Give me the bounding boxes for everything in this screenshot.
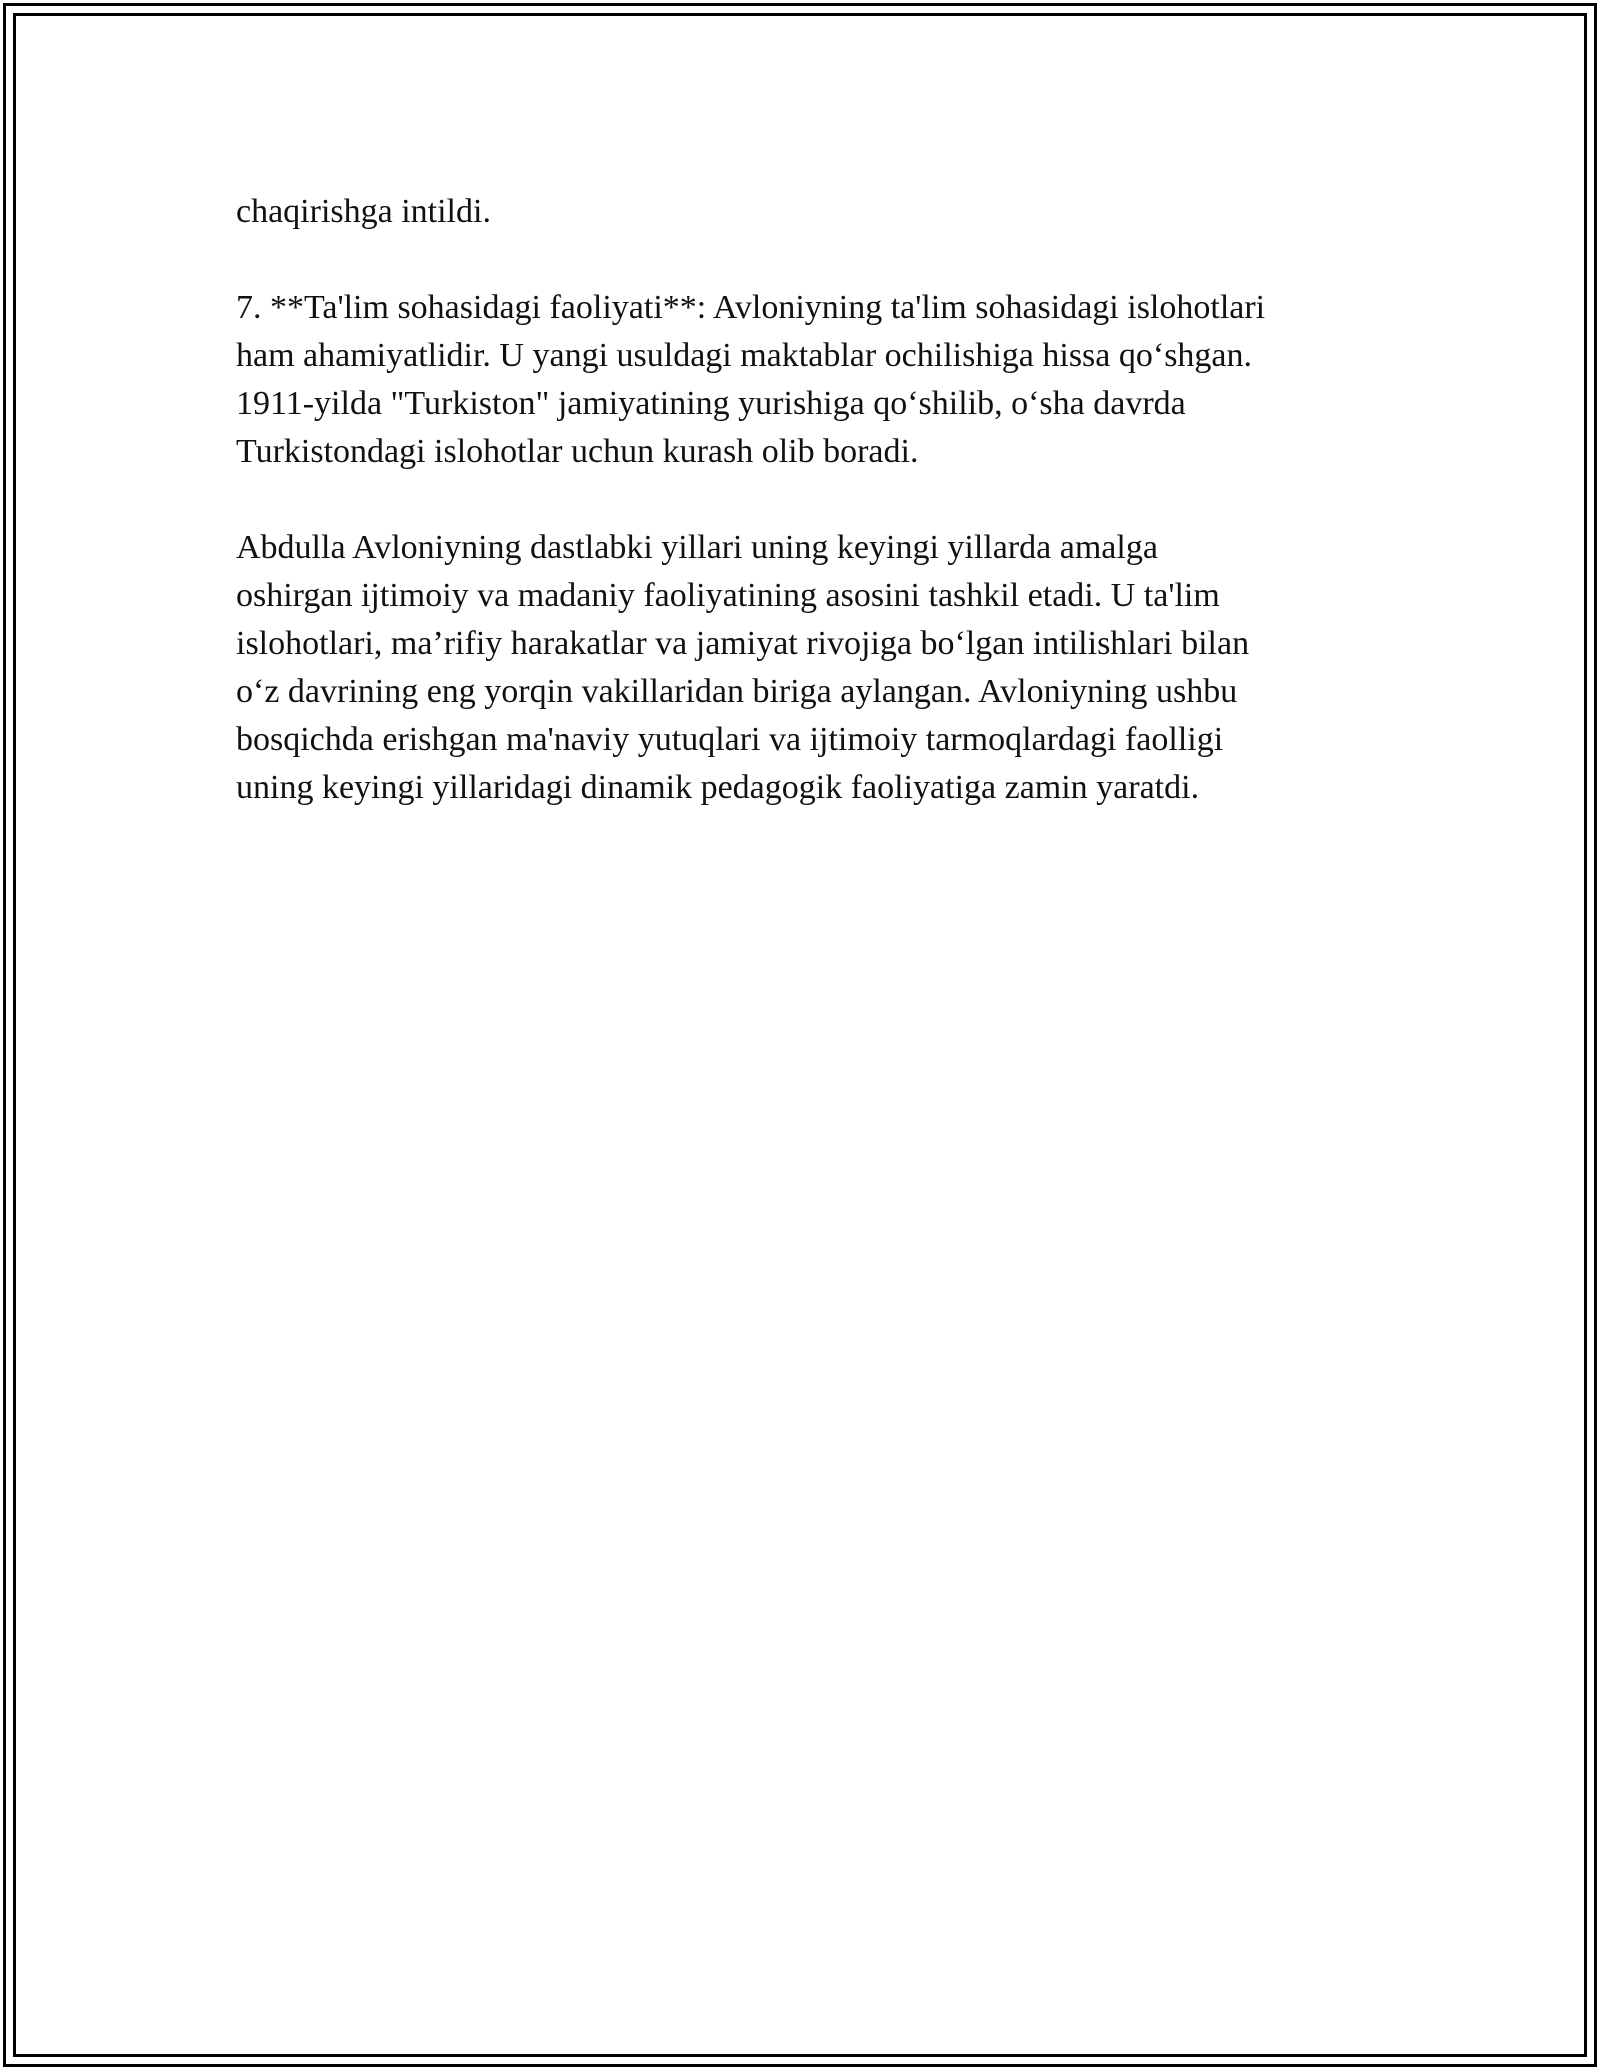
text-line: bosqichda erishgan ma'naviy yutuqlari va ijtimoiy tarmoqlardagi faolligi — [236, 721, 1224, 758]
paragraph-early-years-summary — [236, 524, 1376, 812]
text-line: oshirgan ijtimoiy va madaniy faoliyatining asosini tashkil etadi. U ta'lim — [236, 577, 1220, 614]
text-line: chaqirishga intildi. — [236, 193, 491, 230]
text-line: ham ahamiyatlidir. U yangi usuldagi maktablar ochilishiga hissa qo‘shgan. — [236, 337, 1253, 374]
text-line: Abdulla Avloniyning dastlabki yillari uning keyingi yillarda amalga — [236, 529, 1158, 566]
text-line: 7. **Ta'lim sohasidagi faoliyati**: Avloniyning ta'lim sohasidagi islohotlari — [236, 289, 1266, 326]
document-body — [236, 188, 1376, 860]
paragraph-continuation — [236, 188, 1376, 236]
text-line: islohotlari, ma’rifiy harakatlar va jamiyat rivojiga bo‘lgan intilishlari bilan — [236, 625, 1250, 662]
paragraph-education-activity — [236, 284, 1376, 476]
text-line: 1911-yilda "Turkiston" jamiyatining yurishiga qo‘shilib, o‘sha davrda — [236, 385, 1186, 422]
text-line: o‘z davrining eng yorqin vakillaridan biriga aylangan. Avloniyning ushbu — [236, 673, 1238, 710]
text-line: uning keyingi yillaridagi dinamik pedagogik faoliyatiga zamin yaratdi. — [236, 769, 1200, 806]
text-line: Turkistondagi islohotlar uchun kurash olib boradi. — [236, 433, 919, 470]
